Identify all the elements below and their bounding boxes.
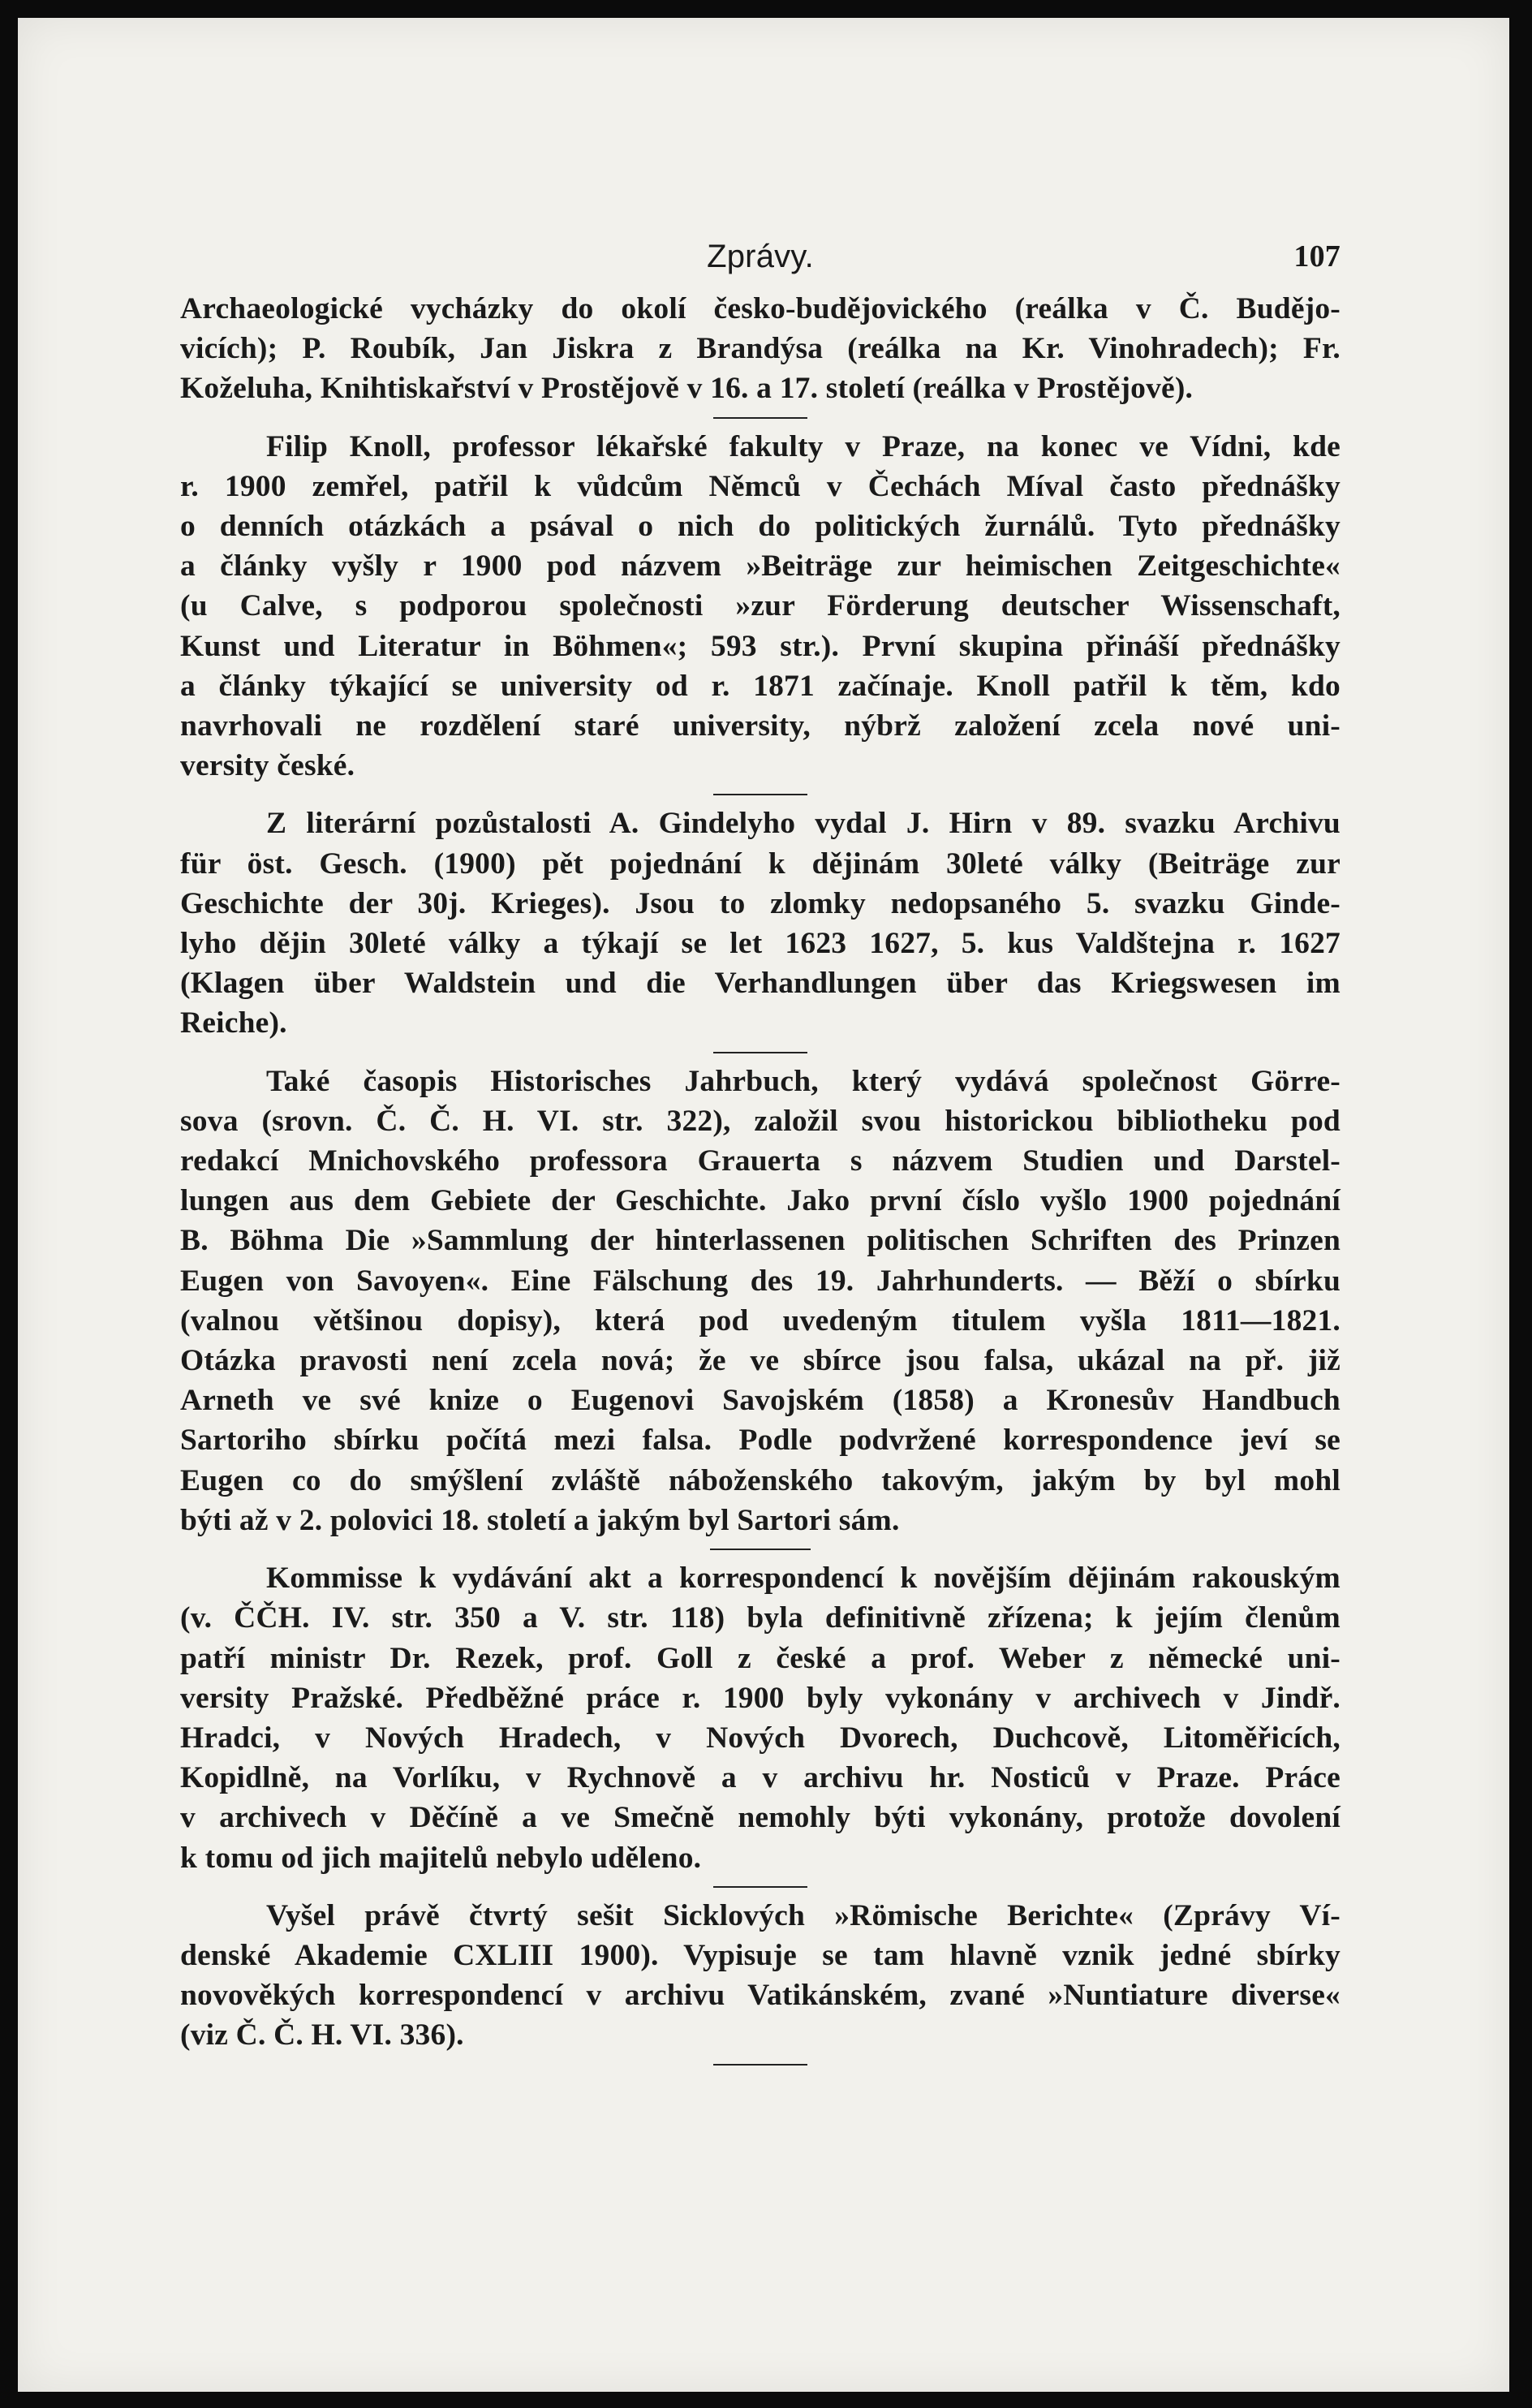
text-line: Hradci, v Nových Hradech, v Nových Dvorech, Duchcově, Litoměřicích, [180, 1721, 1340, 1755]
text-line: Z literární pozůstalosti A. Gindelyho vydal J. Hirn v 89. svazku Archivu [266, 807, 1340, 841]
text-line: v archivech v Děčíně a ve Smečně nemohly býti vykonány, protože dovolení [180, 1801, 1340, 1835]
paragraph-2 [180, 427, 1340, 786]
text-line: (Klagen über Waldstein und die Verhandlungen über das Kriegswesen im [180, 967, 1340, 1001]
section-divider [710, 1549, 811, 1550]
header-title: Zprávy. [707, 239, 814, 274]
text-line: denské Akademie CXLIII 1900). Vypisuje se tam hlavně vznik jedné sbírky [180, 1938, 1340, 1972]
document-page [18, 18, 1509, 2392]
text-line: versity Pražské. Předběžné práce r. 1900 byly vykonány v archivech v Jindř. [180, 1681, 1340, 1715]
text-line: Eugen von Savoyen«. Eine Fälschung des 19. Jahrhunderts. — Běží o sbírku [180, 1264, 1340, 1298]
text-line: lungen aus dem Gebiete der Geschichte. Jako první číslo vyšlo 1900 pojednání [180, 1184, 1340, 1218]
section-divider [713, 794, 807, 795]
text-line: (valnou většinou dopisy), která pod uvedeným titulem vyšla 1811—1821. [180, 1303, 1340, 1338]
text-line: patří ministr Dr. Rezek, prof. Goll z české a prof. Weber z německé uni- [180, 1641, 1340, 1675]
text-block [180, 237, 1340, 2074]
text-line: a články týkající se university od r. 1871 začínaje. Knoll patřil k těm, kdo [180, 669, 1340, 703]
text-line: Archaeologické vycházky do okolí česko-budějovického (reálka v Č. Budějo- [180, 292, 1340, 325]
text-line: novověkých korrespondencí v archivu Vatikánském, zvané »Nuntiature diverse« [180, 1979, 1340, 2013]
text-line: Reiche). [180, 1006, 287, 1040]
text-line: Kommisse k vydávání akt a korrespondencí k novějším dějinám rakouským [266, 1562, 1340, 1596]
text-line: Filip Knoll, professor lékařské fakulty v Praze, na konec ve Vídni, kde [266, 429, 1340, 463]
paragraph-6 [180, 1896, 1340, 2056]
text-line: redakcí Mnichovského professora Grauerta s názvem Studien und Darstel- [180, 1144, 1340, 1178]
text-line: (v. ČČH. IV. str. 350 a V. str. 118) byla definitivně zřízena; k jejím členům [180, 1601, 1340, 1635]
text-line: Otázka pravosti není zcela nová; že ve sbírce jsou falsa, ukázal na př. již [180, 1344, 1340, 1378]
text-line: lyho dějin 30leté války a týkají se let 1623 1627, 5. kus Valdštejna r. 1627 [180, 927, 1340, 961]
text-line: Vyšel právě čtvrtý sešit Sicklových »Römische Berichte« (Zprávy Ví- [266, 1898, 1340, 1932]
text-line: Eugen co do smýšlení zvláště náboženského takovým, jakým by byl mohl [180, 1463, 1340, 1497]
paragraph-5 [180, 1558, 1340, 1878]
running-header [180, 237, 1340, 282]
text-line: Geschichte der 30j. Krieges). Jsou to zlomky nedopsaného 5. svazku Ginde- [180, 886, 1340, 920]
paragraph-3 [180, 803, 1340, 1043]
paragraph-4 [180, 1062, 1340, 1540]
section-divider [713, 417, 807, 419]
text-line: r. 1900 zemřel, patřil k vůdcům Němců v Čechách Míval často přednášky [180, 469, 1340, 503]
text-line: Koželuha, Knihtiskařství v Prostějově v 16. a 17. století (reálka v Prostějově). [180, 372, 1194, 406]
text-line: versity české. [180, 749, 355, 783]
text-line: sova (srovn. Č. Č. H. VI. str. 322), založil svou historickou bibliotheku pod [180, 1104, 1340, 1138]
text-line: (viz Č. Č. H. VI. 336). [180, 2018, 464, 2053]
text-line: navrhovali ne rozdělení staré university, nýbrž založení zcela nové uni- [180, 709, 1340, 743]
section-divider [713, 1052, 807, 1053]
text-line: Kopidlně, na Vorlíku, v Rychnově a v archivu hr. Nosticů v Praze. Práce [180, 1761, 1340, 1795]
text-line: a články vyšly r 1900 pod názvem »Beiträge zur heimischen Zeitgeschichte« [180, 549, 1340, 584]
section-divider [713, 1886, 807, 1888]
paragraph-1 [180, 289, 1340, 409]
text-line: Kunst und Literatur in Böhmen«; 593 str.). První skupina přináší přednášky [180, 629, 1340, 663]
text-line: B. Böhma Die »Sammlung der hinterlassenen politischen Schriften des Prinzen [180, 1224, 1340, 1258]
text-line: für öst. Gesch. (1900) pět pojednání k dějinám 30leté války (Beiträge zur [180, 846, 1340, 881]
text-line: vicích); P. Roubík, Jan Jiskra z Brandýsa (reálka na Kr. Vinohradech); Fr. [180, 332, 1340, 366]
section-divider [713, 2064, 807, 2066]
text-line: Také časopis Historisches Jahrbuch, který vydává společnost Görre- [266, 1064, 1340, 1098]
text-line: Sartoriho sbírku počítá mezi falsa. Podle podvržené korrespondence jeví se [180, 1424, 1340, 1458]
text-line: k tomu od jich majitelů nebylo uděleno. [180, 1841, 702, 1875]
text-line: o denních otázkách a psával o nich do politických žurnálů. Tyto přednášky [180, 510, 1340, 544]
text-line: Arneth ve své knize o Eugenovi Savojském (1858) a Kronesův Handbuch [180, 1384, 1340, 1418]
text-line: býti až v 2. polovici 18. století a jakým byl Sartori sám. [180, 1503, 900, 1537]
page-number: 107 [1293, 239, 1340, 274]
text-line: (u Calve, s podporou společnosti »zur Förderung deutscher Wissenschaft, [180, 589, 1340, 623]
